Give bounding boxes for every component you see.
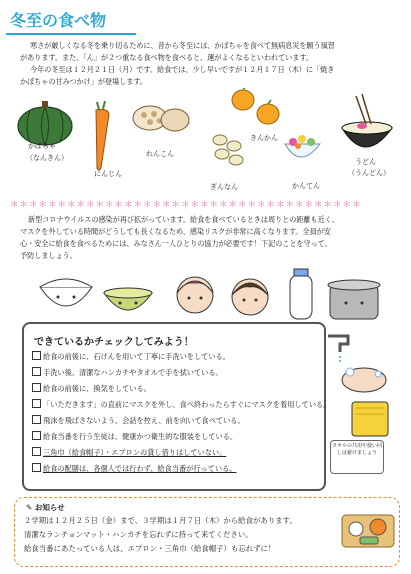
notice-line-3: 給食当番にあたっている人は、エプロン・三角巾（給食帽子）も忘れずに！ bbox=[24, 544, 276, 553]
checklist-item[interactable]: 給食の前後に、石けんを用いて丁寧に手洗いをしている。 bbox=[32, 351, 230, 362]
checkbox-icon[interactable] bbox=[32, 415, 41, 424]
food-label-kabocha: かぼちゃ bbox=[28, 142, 56, 150]
notice-line-2: 清潔なランチョンマット・ハンカチを忘れずに持って来てください。 bbox=[24, 530, 253, 539]
pumpkin-illustration bbox=[18, 101, 72, 145]
girl-character-icon bbox=[177, 277, 213, 313]
ginkgo-nuts-illustration bbox=[213, 135, 243, 165]
checklist-item[interactable]: 給食の配膳は、各個人では行わず、給食当番が行っている。 bbox=[32, 463, 237, 474]
carrot-illustration bbox=[96, 101, 109, 170]
intro-line-3: 今年の冬至は１２月２１日（月）です。給食では、少し早いですが１２月１７日（木）に「焼き bbox=[30, 65, 335, 74]
kumquat-illustration bbox=[232, 88, 279, 124]
covid-line-3: 心・安全に給食を食べるためには、みなさん一人ひとりの協力が必要です！下記のことを守って、 bbox=[20, 239, 332, 248]
star-divider: ＊＊＊＊＊＊＊＊＊＊＊＊＊＊＊＊＊＊＊＊＊＊＊＊＊＊＊＊＊＊＊＊＊＊＊＊＊ bbox=[10, 200, 362, 208]
characters-illustration bbox=[0, 265, 411, 325]
lotus-root-illustration bbox=[133, 106, 189, 131]
food-label-ninjin: にんじん bbox=[94, 170, 122, 178]
intro-line-4: かぼちゃの甘みつかけ」が登場します。 bbox=[20, 77, 147, 86]
food-label-ginnan: ぎんなん bbox=[210, 183, 238, 191]
checklist-item[interactable]: 給食の前後に、換気をしている。 bbox=[32, 383, 151, 394]
hand-washing-icon bbox=[342, 368, 386, 392]
checkbox-icon[interactable] bbox=[32, 463, 41, 472]
food-label-kanten: かんてん bbox=[292, 182, 320, 190]
page-title: 冬至の食べ物 bbox=[6, 8, 136, 35]
boy-character-icon bbox=[232, 279, 268, 315]
soup-bowl-character-icon bbox=[104, 288, 152, 310]
checklist-item[interactable]: 飛沫を飛ばさないよう、会話を控え、前を向いて食べている。 bbox=[32, 415, 245, 426]
faucet-icon bbox=[328, 336, 348, 364]
food-label-renkon: れんこん bbox=[146, 150, 174, 158]
pencil-icon: ✎ bbox=[26, 503, 35, 512]
checklist-item[interactable]: 手洗い後、清潔なハンカチやタオルで手を拭いている。 bbox=[32, 367, 223, 378]
checklist-title: できているかチェックしてみよう！ bbox=[34, 337, 194, 348]
notice-title: ✎ お知らせ bbox=[26, 503, 65, 512]
checkbox-icon[interactable] bbox=[32, 367, 41, 376]
lunch-tray-icon bbox=[340, 505, 396, 551]
milk-bottle-character-icon bbox=[290, 269, 312, 319]
towel-caption: タオルの共用や使い回しは避けましょう bbox=[330, 440, 384, 474]
checklist-item[interactable]: 三角巾（給食帽子）・エプロンの貸し借りはしていない。 bbox=[32, 447, 226, 458]
checklist-item[interactable]: 「いただきます」の直前にマスクを外し、食べ終わったらすぐにマスクを着用している。 bbox=[32, 399, 330, 410]
checkbox-icon[interactable] bbox=[32, 351, 41, 360]
checkbox-icon[interactable] bbox=[32, 431, 41, 440]
food-label-udon: うどん bbox=[355, 158, 376, 166]
rice-bowl-character-icon bbox=[40, 279, 92, 306]
covid-line-4: 予防しましょう。 bbox=[20, 251, 77, 260]
intro-line-2: があります。また、「ん」が２つ重なる食べ物を食べると、運がよくなるといわれています。 bbox=[20, 53, 313, 62]
intro-line-1: 寒さが厳しくなる冬を乗り切るために、昔から冬至には、かぼちゃを食べて無病息災を願う風習 bbox=[30, 41, 335, 50]
kanten-bowl-illustration bbox=[285, 135, 320, 157]
food-illustrations bbox=[0, 88, 411, 198]
covid-line-1: 新型コロナウイルスの感染が再び拡がっています。給食を食べているときは周りとの距離も近く、 bbox=[28, 215, 339, 224]
food-label-udon-reading: （うんどん） bbox=[348, 169, 390, 177]
notice-line-1: ２学期は１２月２５日（金）まで、３学期は１月７日（木）から給食があります。 bbox=[24, 516, 297, 525]
checkbox-icon[interactable] bbox=[32, 399, 41, 408]
udon-bowl-illustration bbox=[342, 94, 392, 147]
hygiene-illustrations bbox=[324, 330, 404, 440]
food-label-kinkan: きんかん bbox=[250, 134, 278, 142]
checkbox-icon[interactable] bbox=[32, 447, 41, 456]
food-label-kabocha-reading: （なんきん） bbox=[26, 154, 68, 162]
checkbox-icon[interactable] bbox=[32, 383, 41, 392]
covid-line-2: マスクを外している時間がどうしても長くなるため、感染リスクが非常に高くなります。全員が安 bbox=[20, 227, 331, 236]
checklist-item[interactable]: 給食当番を行う生徒は、健康かつ衛生的な服装をしている。 bbox=[32, 431, 237, 442]
pot-character-icon bbox=[328, 280, 380, 319]
towel-icon bbox=[352, 402, 388, 436]
